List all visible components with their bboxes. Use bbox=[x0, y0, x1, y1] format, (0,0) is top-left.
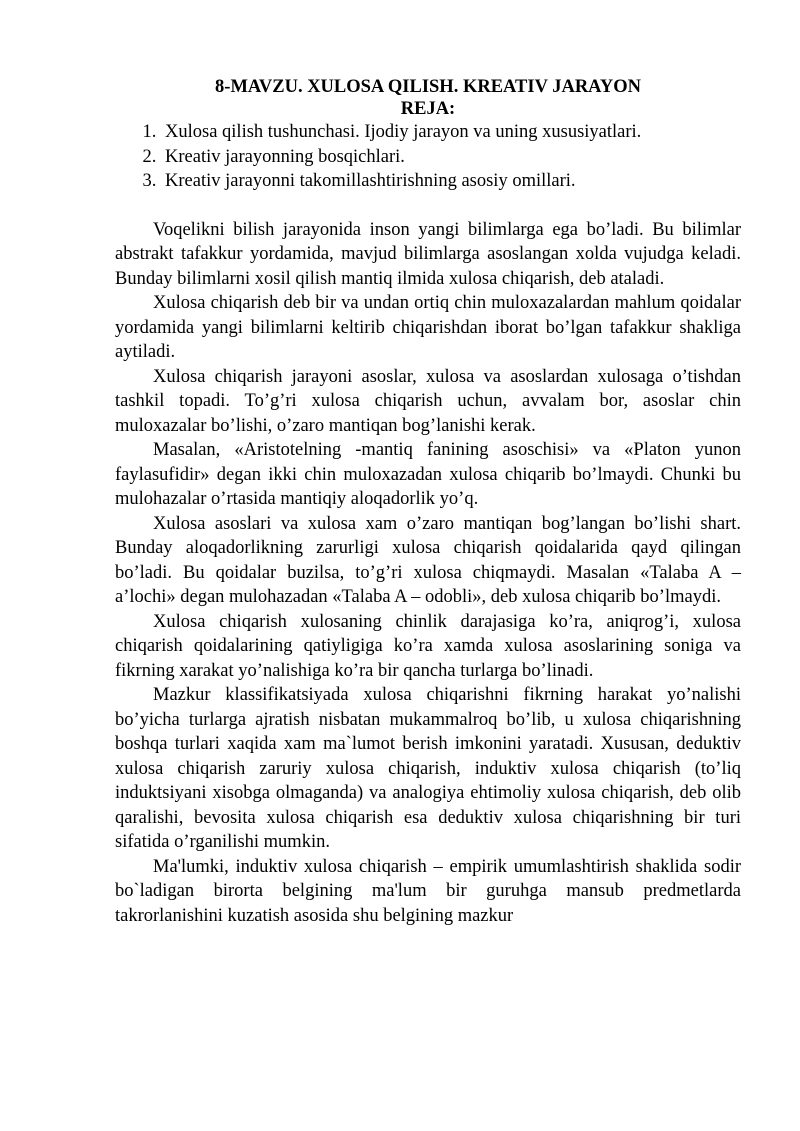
plan-heading: REJA: bbox=[400, 99, 456, 119]
section-spacer bbox=[115, 194, 741, 218]
plan-item: 3. Kreativ jarayonni takomillashtirishning asosiy omillari. bbox=[161, 169, 741, 194]
paragraph: Mazkur klassifikatsiyada xulosa chiqarishni fikrning harakat yo’nalishi bo’yicha turlarga ajratish nisbatan mukammalroq bo’lib, u xulosa chiqarishning boshqa turlari xaqida xam ma`lumot berish imkonini yaratadi. Xususan, deduktiv xulosa chiqarish zaruriy xulosa chiqarish, induktiv xulosa chiqarish (to’liq induktsiyani xisobga olmaganda) va analogiya ehtimoliy xulosa chiqarish, deb olib qaralishi, bevosita xulosa chiqarish esa deduktiv xulosa chiqarishning bir turi sifatida o’rganilishi mumkin. bbox=[115, 685, 741, 852]
body-text bbox=[115, 218, 741, 929]
paragraph: Ma'lumki, induktiv xulosa chiqarish – empirik umumlashtirish shaklida sodir bo`ladigan birorta belgining ma'lum bir guruhga mansub predmetlarda takrorlanishini kuzatish asosida shu belgining mazkur bbox=[115, 856, 741, 926]
plan-list bbox=[115, 120, 741, 194]
plan-item: 1. Xulosa qilish tushunchasi. Ijodiy jarayon va uning xususiyatlari. bbox=[161, 120, 741, 145]
paragraph: Xulosa chiqarish jarayoni asoslar, xulosa va asoslardan xulosaga o’tishdan tashkil topadi. To’g’ri xulosa chiqarish uchun, avvalam bor, asoslar chin muloxazalar bo’lishi, o’zaro mantiqan bog’lanishi kerak. bbox=[115, 366, 741, 436]
paragraph: Xulosa chiqarish xulosaning chinlik darajasiga ko’ra, aniqrog’i, xulosa chiqarish qoidalarining qatiyligiga ko’ra xamda xulosa asoslarining soniga va fikrning xarakat yo’nalishiga ko’ra bir qancha turlarga bo’linadi. bbox=[115, 611, 741, 681]
document-page bbox=[115, 76, 741, 928]
paragraph: Xulosa asoslari va xulosa xam o’zaro mantiqan bog’langan bo’lishi shart. Bunday aloqadorlikning zarurligi xulosa chiqarish qoidalarida qayd qilingan bo’ladi. Bu qoidalar buzilsa, to’g’ri xulosa chiqmaydi. Masalan «Talaba A – a’lochi» degan mulohazadan «Talaba A – odobli», deb xulosa chiqarib bo’lmaydi. bbox=[115, 513, 741, 607]
plan-item: 2. Kreativ jarayonning bosqichlari. bbox=[161, 145, 741, 170]
paragraph: Voqelikni bilish jarayonida inson yangi bilimlarga ega bo’ladi. Bu bilimlar abstrakt tafakkur yordamida, mavjud bilimlarga asoslangan xolda vujudga keladi. Bunday bilimlarni xosil qilish mantiq ilmida xulosa chiqarish, deb ataladi. bbox=[115, 219, 741, 289]
page-title: 8-MAVZU. XULOSA QILISH. KREATIV JARAYON bbox=[215, 77, 641, 97]
paragraph: Masalan, «Aristotelning -mantiq fanining asoschisi» va «Platon yunon faylasufidir» degan ikki chin muloxazadan xulosa chiqarib bo’lmaydi. Chunki bu mulohazalar o’rtasida mantiqiy aloqadorlik yo’q. bbox=[115, 440, 741, 509]
paragraph: Xulosa chiqarish deb bir va undan ortiq chin muloxazalardan mahlum qoidalar yordamida yangi bilimlarni keltirib chiqarishdan iborat bo’lgan tafakkur shakliga aytiladi. bbox=[115, 293, 741, 362]
